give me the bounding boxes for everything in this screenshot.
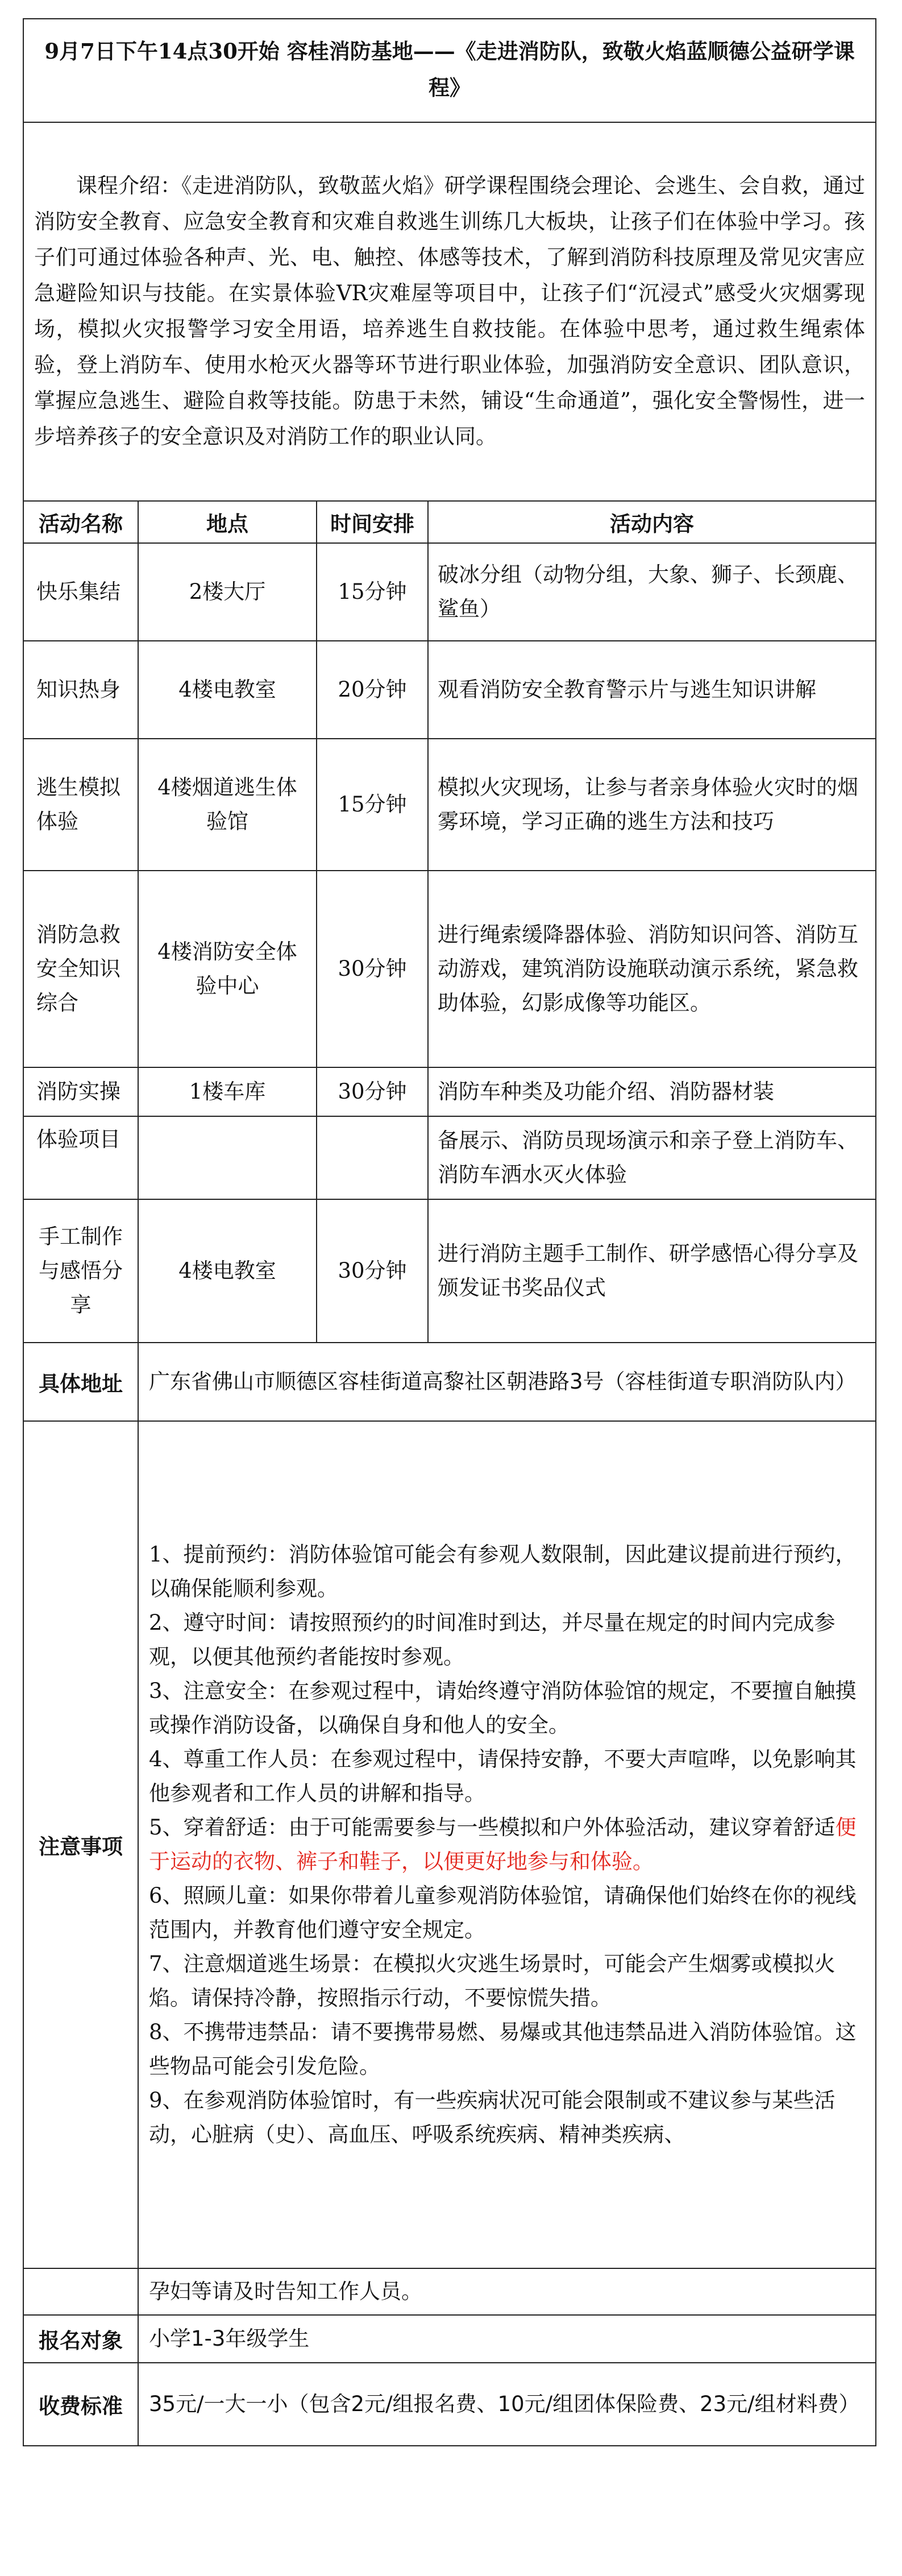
notes-label: 注意事项 [23,1421,138,2268]
activity-content: 进行绳索缓降器体验、消防知识问答、消防互动游戏，建筑消防设施联动演示系统，紧急救助体验，幻影成像等功能区。 [428,871,876,1067]
activity-time: 30分钟 [317,1199,428,1343]
audience-value: 小学1-3年级学生 [138,2315,876,2363]
fee-row [23,2363,876,2446]
activity-name: 快乐集结 [23,543,138,641]
table-row [23,543,876,641]
activity-place: 4楼消防安全体验中心 [138,871,317,1067]
note-item: 3、注意安全：在参观过程中，请始终遵守消防体验馆的规定，不要擅自触摸或操作消防设备，以确保自身和他人的安全。 [149,1679,857,1737]
table-row [23,739,876,871]
activity-time: 15分钟 [317,739,428,871]
activity-content: 破冰分组（动物分组，大象、狮子、长颈鹿、鲨鱼） [428,543,876,641]
activity-time [317,1116,428,1199]
activity-name: 消防急救安全知识综合 [23,871,138,1067]
document [23,18,875,2446]
activity-name: 手工制作与感悟分享 [23,1199,138,1343]
activity-place: 4楼烟道逃生体验馆 [138,739,317,871]
table-row [23,1116,876,1199]
audience-row [23,2315,876,2363]
activity-content: 备展示、消防员现场演示和亲子登上消防车、消防车洒水灭火体验 [428,1116,876,1199]
header-place: 地点 [138,501,317,543]
header-name: 活动名称 [23,501,138,543]
activity-content: 消防车种类及功能介绍、消防器材装 [428,1067,876,1116]
header-content: 活动内容 [428,501,876,543]
activity-place: 4楼电教室 [138,641,317,739]
activity-place: 4楼电教室 [138,1199,317,1343]
course-table [23,18,876,2446]
note-item: 9、在参观消防体验馆时，有一些疾病状况可能会限制或不建议参与某些活动，心脏病（史）、高血压、呼吸系统疾病、精神类疾病、 [149,2088,836,2147]
notes-continuation-row [23,2268,876,2315]
fee-value: 35元/一大一小（包含2元/组报名费、10元/组团体保险费、23元/组材料费） [138,2363,876,2446]
intro-text: 课程介绍：《走进消防队，致敬蓝火焰》研学课程围绕会理论、会逃生、会自救，通过消防安全教育、应急安全教育和灾难自救逃生训练几大板块，让孩子们在体验中学习。孩子们可通过体验各种声、光、电、触控、体感等技术，了解到消防科技原理及常见灾害应急避险知识与技能。在实景体验VR灾难屋等项目中，让孩子们“沉浸式”感受火灾烟雾现场，模拟火灾报警学习安全用语，培养逃生自救技能。在体验中思考，通过救生绳索体验，登上消防车、使用水枪灭火器等环节进行职业体验，加强消防安全意识、团队意识，掌握应急逃生、避险自救等技能。防患于未然，铺设“生命通道”，强化安全警惕性，进一步培养孩子的安全意识及对消防工作的职业认同。 [34,173,866,449]
table-row [23,1199,876,1343]
activity-place: 2楼大厅 [138,543,317,641]
note-item [149,1811,865,1879]
note-item: 2、遵守时间：请按照预约的时间准时到达，并尽量在规定的时间内完成参观，以便其他预约者能按时参观。 [149,1610,836,1669]
activity-name: 体验项目 [23,1116,138,1199]
activity-place: 1楼车库 [138,1067,317,1116]
activity-place [138,1116,317,1199]
activity-time: 20分钟 [317,641,428,739]
activity-name: 消防实操 [23,1067,138,1116]
table-row [23,871,876,1067]
note-item: 1、提前预约：消防体验馆可能会有参观人数限制，因此建议提前进行预约，以确保能顺利参观。 [149,1542,857,1601]
note-item-text: 5、穿着舒适：由于可能需要参与一些模拟和户外体验活动，建议穿着舒适 [149,1815,836,1840]
note-item: 6、照顾儿童：如果你带着儿童参观消防体验馆，请确保他们始终在你的视线范围内，并教育他们遵守安全规定。 [149,1883,857,1942]
fee-label: 收费标准 [23,2363,138,2446]
activity-name: 知识热身 [23,641,138,739]
note-continuation: 孕妇等请及时告知工作人员。 [138,2268,876,2315]
activity-content: 进行消防主题手工制作、研学感悟心得分享及颁发证书奖品仪式 [428,1199,876,1343]
address-label: 具体地址 [23,1343,138,1421]
activity-content: 模拟火灾现场，让参与者亲身体验火灾时的烟雾环境，学习正确的逃生方法和技巧 [428,739,876,871]
activity-time: 30分钟 [317,1067,428,1116]
activity-name: 逃生模拟体验 [23,739,138,871]
header-time: 时间安排 [317,501,428,543]
activity-content: 观看消防安全教育警示片与逃生知识讲解 [428,641,876,739]
note-item-highlight: 便于运动的衣物、裤子和鞋子，以便更好地参与和体验。 [149,1815,857,1874]
note-item: 4、尊重工作人员：在参观过程中，请保持安静，不要大声喧哗，以免影响其他参观者和工作人员的讲解和指导。 [149,1747,857,1805]
address-value: 广东省佛山市顺德区容桂街道高黎社区朝港路3号（容桂街道专职消防队内） [138,1343,876,1421]
activity-time: 30分钟 [317,871,428,1067]
table-row [23,1067,876,1116]
activity-time: 15分钟 [317,543,428,641]
course-intro [23,122,876,501]
page-title: 9月7日下午14点30开始 容桂消防基地——《走进消防队，致敬火焰蓝顺德公益研学课程》 [23,19,876,122]
notes-list [138,1421,876,2268]
note-item: 7、注意烟道逃生场景：在模拟火灾逃生场景时，可能会产生烟雾或模拟火焰。请保持冷静，按照指示行动，不要惊慌失措。 [149,1952,836,2010]
note-item: 8、不携带违禁品：请不要携带易燃、易爆或其他违禁品进入消防体验馆。这些物品可能会引发危险。 [149,2020,857,2078]
table-row [23,641,876,739]
audience-label: 报名对象 [23,2315,138,2363]
notes-row [23,1421,876,2268]
address-row [23,1343,876,1421]
